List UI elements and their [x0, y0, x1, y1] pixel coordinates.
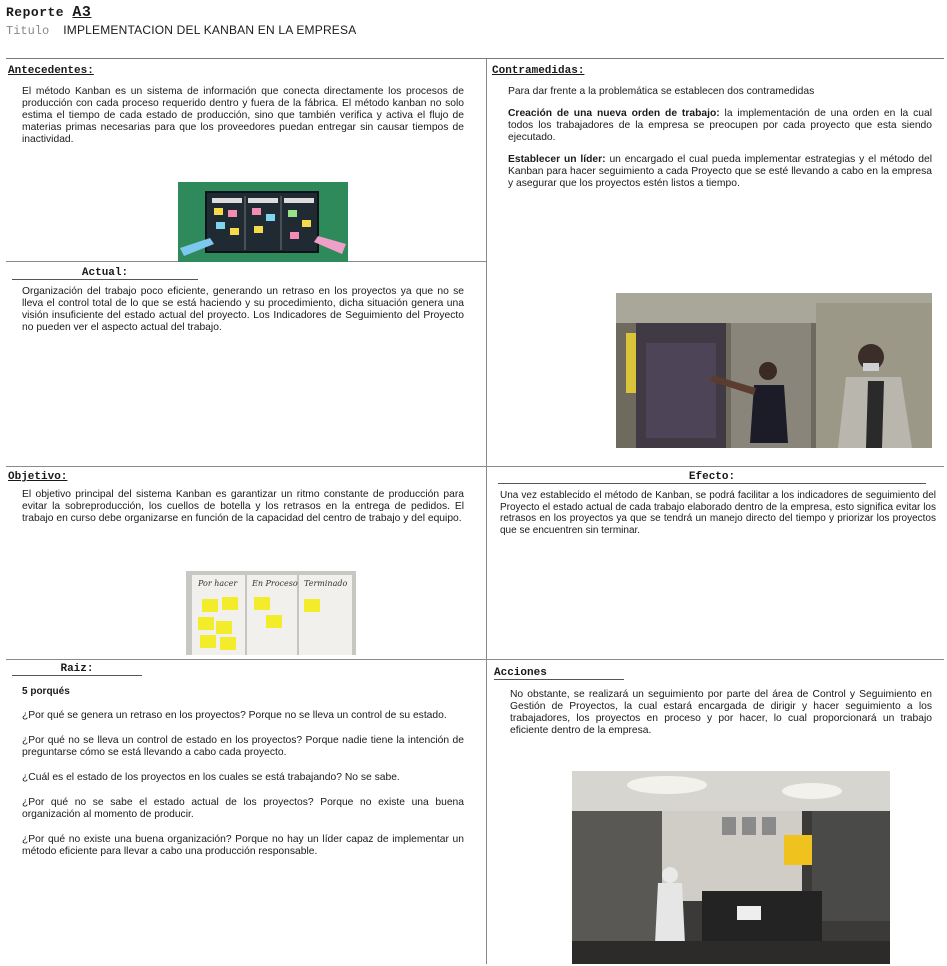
item2-bold: Establecer un líder: [508, 154, 606, 165]
title-row [6, 23, 941, 38]
section-raiz [8, 663, 482, 963]
item1-bold: Creación de una nueva orden de trabajo: [508, 108, 720, 119]
board-label-2: En Proceso [252, 579, 298, 588]
raiz-heading-rule [12, 675, 142, 676]
report-code: A3 [72, 4, 92, 21]
section-actual [8, 267, 482, 463]
report-label: Reporte [6, 5, 65, 20]
row-divider-3 [6, 659, 944, 660]
kanban-board-photo [186, 571, 356, 655]
contramedidas-heading: Contramedidas: [492, 65, 585, 77]
why-item: ¿Por qué no existe una buena organización? Porque no hay un líder capaz de implementar un método eficiente para llevar a cabo una producción responsable. [22, 834, 464, 857]
contramedidas-item-1 [508, 108, 932, 144]
actual-heading-rule [12, 279, 198, 280]
why-item: ¿Por qué no se lleva un control de estado en los proyectos? Porque nadie tiene la intención de preguntarse cómo se está llevando a cabo cada proyecto. [22, 735, 464, 758]
column-divider [486, 59, 487, 964]
why-item: ¿Por qué se genera un retraso en los proyectos? Porque no se lleva un control de su estado. [22, 710, 447, 721]
objetivo-text: El objetivo principal del sistema Kanban es garantizar un ritmo constante de producción para evitar la sobreproducción, los cuellos de botella y los retrasos en la entrega de pedidos. El trabajo en curso debe organizarse en función de la capacidad del centro de trabajo y del equipo. [22, 489, 464, 524]
board-label-1: Por hacer [198, 579, 238, 588]
kitchen-photo [572, 771, 890, 964]
board-label-3: Terminado [304, 579, 348, 588]
efecto-text: Una vez establecido el método de Kanban, se podrá facilitar a los indicadores de seguimiento del Proyecto el estado actual de cada trabajo elaborado dentro de la empresa, esto significa evitar los retrasos en los proyectos ya que se tendrá un manejo directo del tiempo y priorizar los proyectos que se encuentren sin terminar. [500, 490, 936, 536]
efecto-heading-rule [498, 483, 926, 484]
section-efecto [492, 471, 940, 657]
kanban-illustration [178, 182, 348, 262]
a3-report-grid [6, 58, 944, 963]
report-header [6, 4, 941, 54]
report-title [6, 4, 941, 21]
why-item: ¿Cuál es el estado de los proyectos en los cuales se está trabajando? No se sabe. [22, 772, 400, 783]
contramedidas-item-2 [508, 154, 932, 190]
antecedentes-heading: Antecedentes: [8, 65, 94, 77]
row-divider-2 [6, 466, 944, 467]
raiz-subheading: 5 porqués [22, 686, 70, 697]
objetivo-heading: Objetivo: [8, 471, 68, 483]
antecedentes-text: El método Kanban es un sistema de información que conecta directamente los procesos de producción con cada proceso requerido dentro y fuera de la fábrica. El método kanban no solo estima el tiempo de cada estado de producción, sino que también verifica y activa el flujo de materias primas necesarias para que los proveedores puedan entregar sin causar tiempos de inactividad. [22, 86, 464, 145]
team-meeting-photo [616, 293, 932, 448]
efecto-heading: Efecto: [688, 471, 736, 483]
item1-text: la implementación de una orden en la cual todos los trabajadores de la empresa se preocupen por cada proyecto que esta siendo ejecutado. [508, 108, 932, 143]
title-label: Titulo [6, 24, 50, 38]
acciones-heading-rule [494, 679, 624, 680]
title-value: IMPLEMENTACION DEL KANBAN EN LA EMPRESA [63, 23, 357, 37]
acciones-heading: Acciones [494, 667, 547, 679]
actual-heading: Actual: [81, 267, 129, 279]
item2-text: un encargado el cual pueda implementar estrategias y el método del Kanban para hacer seguimiento a cada Proyecto que se esté llevando a cabo en la empresa y asegurar que los proyectos estén listos a tiempo. [508, 154, 932, 189]
acciones-text: No obstante, se realizará un seguimiento por parte del área de Control y Seguimiento en Gestión de Proyectos, la cual estará encargada de dirigir y hacer seguimiento a los trabajadores, los proyectos en proceso y por hacer, lo cual proporcionará un trabajo eficiente dentro de la empresa. [510, 689, 932, 736]
contramedidas-intro: Para dar frente a la problemática se establecen dos contramedidas [508, 86, 815, 97]
actual-text: Organización del trabajo poco eficiente, generando un retraso en los proyectos ya que no se lleva el control total de lo que se está haciendo y su procedimiento, dicha situación genera una visión insuficiente del estado actual del proyecto. Los Indicadores de Seguimiento del Proyecto no pueden ver el aspecto actual del trabajo. [22, 286, 464, 333]
raiz-heading: Raiz: [60, 663, 94, 675]
why-item: ¿Por qué no se sabe el estado actual de los proyectos? Porque no existe una buena organización al momento de producir. [22, 797, 464, 820]
